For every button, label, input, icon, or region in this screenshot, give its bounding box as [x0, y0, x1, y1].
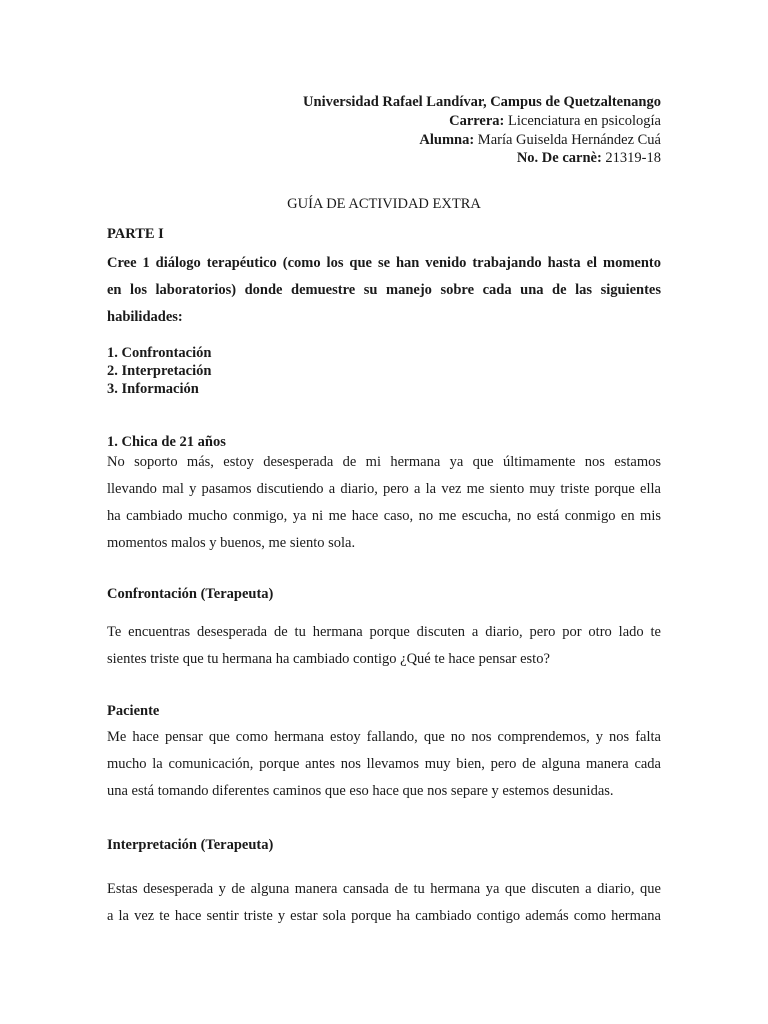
patient-line: mucho la comunicación, porque antes nos llevamos muy bien, pero de alguna manera cada — [107, 756, 661, 772]
case-heading: 1. Chica de 21 años — [107, 434, 226, 450]
university-name: Universidad Rafael Landívar, Campus de Quetzaltenango — [303, 94, 661, 110]
interpretation-line: a la vez te hace sentir triste y estar sola porque ha cambiado contigo además como hermana — [107, 908, 661, 924]
confrontation-line: sientes triste que tu hermana ha cambiado contigo ¿Qué te hace pensar esto? — [107, 651, 550, 667]
document-title: GUÍA DE ACTIVIDAD EXTRA — [287, 196, 481, 212]
patient-line: Me hace pensar que como hermana estoy fallando, que no nos comprendemos, y nos falta — [107, 729, 661, 745]
student-label: Alumna: — [419, 132, 475, 148]
id-label: No. De carnè: — [516, 150, 602, 166]
career-label: Carrera: — [449, 113, 505, 129]
instructions-line: en los laboratorios) donde demuestre su manejo sobre cada una de las siguientes — [107, 282, 661, 298]
interpretation-heading: Interpretación (Terapeuta) — [107, 837, 274, 853]
instructions-line: Cree 1 diálogo terapéutico (como los que se han venido trabajando hasta el momento — [107, 255, 661, 271]
case-line: llevando mal y pasamos discutiendo a diario, pero a la vez me siento muy triste porque ella — [107, 481, 661, 497]
skill-item: 2. Interpretación — [107, 363, 212, 379]
confrontation-heading: Confrontación (Terapeuta) — [107, 586, 274, 602]
instructions-paragraph — [107, 253, 661, 334]
skill-item: 3. Información — [107, 381, 199, 397]
id-value: 21319-18 — [601, 150, 661, 166]
interpretation-paragraph — [107, 879, 661, 933]
part-label: PARTE I — [107, 226, 164, 242]
id-line — [517, 148, 661, 168]
student-value: María Guiselda Hernández Cuá — [474, 132, 661, 148]
case-line: ha cambiado mucho conmigo, ya ni me hace caso, no me escucha, no está conmigo en mis — [107, 508, 661, 524]
case-paragraph — [107, 452, 661, 560]
career-line — [449, 111, 661, 131]
career-value: Licenciatura en psicología — [504, 113, 661, 129]
instructions-line: habilidades: — [107, 309, 183, 325]
student-line — [419, 130, 661, 150]
patient-heading: Paciente — [107, 703, 160, 719]
case-line: momentos malos y buenos, me siento sola. — [107, 535, 356, 551]
patient-paragraph — [107, 727, 661, 808]
skill-item: 1. Confrontación — [107, 345, 212, 361]
confrontation-line: Te encuentras desesperada de tu hermana porque discuten a diario, pero por otro lado te — [107, 624, 661, 640]
interpretation-line: Estas desesperada y de alguna manera cansada de tu hermana ya que discuten a diario, que — [107, 881, 661, 897]
confrontation-paragraph — [107, 622, 661, 676]
patient-line: una está tomando diferentes caminos que eso hace que nos separe y estemos desunidas. — [107, 783, 614, 799]
case-line: No soporto más, estoy desesperada de mi hermana ya que últimamente nos estamos — [107, 454, 661, 470]
